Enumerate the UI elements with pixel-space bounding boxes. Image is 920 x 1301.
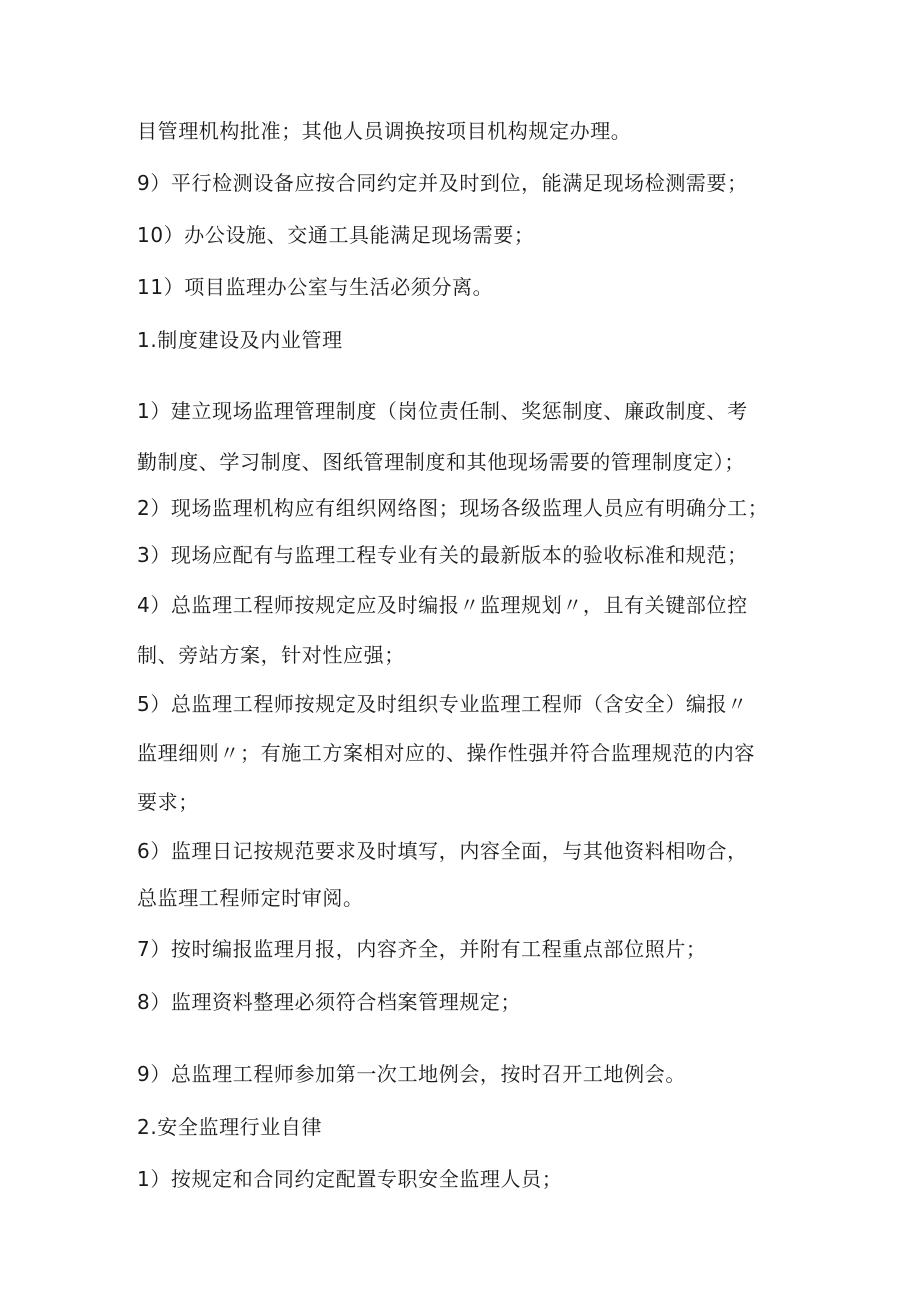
text-line-11: 制、旁站方案，针对性应强； [137, 643, 405, 667]
text-line-4: 11）项目监理办公室与生活必须分离。 [137, 275, 494, 299]
section-heading-2: 2.安全监理行业自律 [137, 1115, 323, 1139]
text-line-16: 总监理工程师定时审阅。 [137, 886, 364, 910]
text-line-8: 2）现场监理机构应有组织网络图；现场各级监理人员应有明确分工； [137, 496, 769, 520]
text-line-13: 监理细则〃；有施工方案相对应的、操作性强并符合监理规范的内容 [137, 741, 755, 765]
text-line-9: 3）现场应配有与监理工程专业有关的最新版本的验收标准和规范； [137, 543, 748, 567]
text-line-6: 1）建立现场监理管理制度（岗位责任制、奖惩制度、廉政制度、考 [137, 399, 748, 423]
text-line-3: 10）办公设施、交通工具能满足现场需要； [137, 223, 535, 247]
text-line-1: 目管理机构批准；其他人员调换按项目机构规定办理。 [137, 119, 632, 143]
text-line-17: 7）按时编报监理月报，内容齐全，并附有工程重点部位照片； [137, 937, 707, 961]
text-line-10: 4）总监理工程师按规定应及时编报〃监理规划〃，且有关键部位控 [137, 593, 748, 617]
text-line-14: 要求； [137, 790, 199, 814]
text-line-19: 9）总监理工程师参加第一次工地例会，按时召开工地例会。 [137, 1062, 686, 1086]
section-heading-1: 1.制度建设及内业管理 [137, 328, 343, 352]
text-line-12: 5）总监理工程师按规定及时组织专业监理工程师（含安全）编报〃 [137, 692, 748, 716]
text-line-7: 勤制度、学习制度、图纸管理制度和其他现场需要的管理制度定）； [137, 450, 745, 474]
text-line-18: 8）监理资料整理必须符合档案管理规定； [137, 990, 522, 1014]
text-line-21: 1）按规定和合同约定配置专职安全监理人员； [137, 1167, 563, 1191]
text-line-2: 9）平行检测设备应按合同约定并及时到位，能满足现场检测需要； [137, 171, 748, 195]
text-line-15: 6）监理日记按规范要求及时填写，内容全面，与其他资料相吻合， [137, 839, 748, 863]
